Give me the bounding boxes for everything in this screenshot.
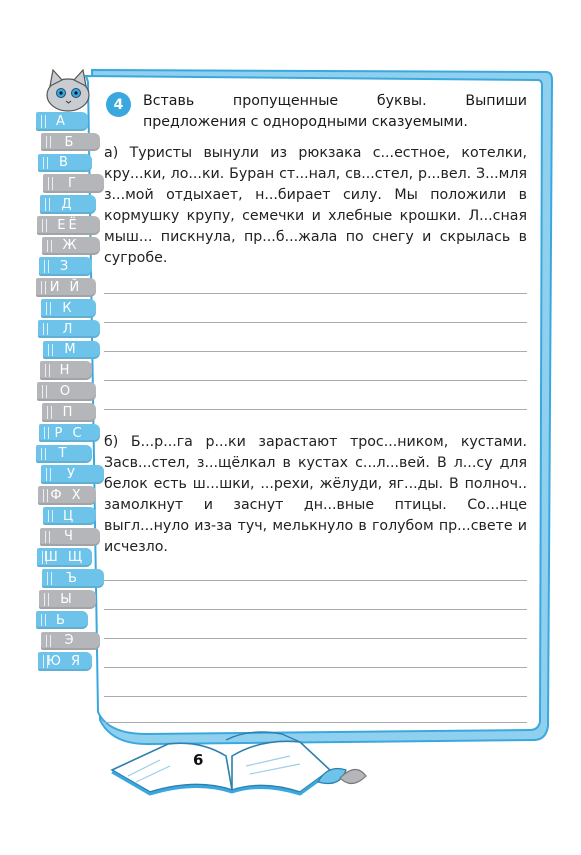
- task-instruction: Вставь пропущенные буквы. Выпиши предложения с однородными сказуемыми.: [143, 93, 527, 130]
- answer-line[interactable]: [104, 409, 527, 410]
- alphabet-book: А: [36, 112, 88, 131]
- page-number: 6: [193, 751, 204, 769]
- alphabet-book: З: [39, 257, 92, 276]
- alphabet-book-stack: [36, 112, 102, 673]
- answer-line[interactable]: [104, 380, 527, 381]
- alphabet-book: В: [38, 154, 92, 173]
- exercise-b-label: б): [104, 434, 119, 450]
- alphabet-book: К: [41, 299, 96, 318]
- alphabet-book: О: [37, 382, 96, 401]
- alphabet-book: Ь: [36, 611, 88, 630]
- answer-line[interactable]: [104, 293, 527, 294]
- alphabet-book: Ъ: [42, 569, 104, 588]
- exercise-b-text: Б...р...га р...ки зарастают трос...ником, кустами. Засв...стел, з...щёлкал в кустах с...л...вей. В л...су для белок есть ш...шки, ...рехи, жёлуди, яг...ды. В полноч.. замолкнут и заснут дн...вные птицы. Со...нце выгл...нуло из-за туч, мелькнуло в голубом пр...свете и исчезло.: [104, 434, 527, 555]
- alphabet-book: Б: [41, 133, 100, 152]
- alphabet-book: Л: [38, 320, 100, 339]
- alphabet-book: Д: [40, 195, 96, 214]
- answer-line[interactable]: [104, 638, 527, 639]
- alphabet-book: Г: [43, 174, 104, 193]
- alphabet-book: Ц: [43, 507, 96, 526]
- alphabet-book: Ч: [40, 528, 100, 547]
- answer-line[interactable]: [104, 580, 527, 581]
- alphabet-book: ЕЁ: [37, 216, 100, 235]
- alphabet-book: Э: [41, 632, 100, 651]
- alphabet-book: Ю Я: [38, 652, 92, 671]
- alphabet-book: Ш Щ: [37, 548, 92, 567]
- alphabet-book: И Й: [36, 278, 96, 297]
- alphabet-book: Р С: [39, 424, 100, 443]
- answer-line[interactable]: [104, 696, 527, 697]
- answer-line[interactable]: [104, 351, 527, 352]
- answer-line[interactable]: [104, 722, 527, 723]
- answer-line[interactable]: [104, 322, 527, 323]
- exercise-a-label: а): [104, 145, 119, 161]
- answer-line[interactable]: [104, 667, 527, 668]
- exercise-b: [104, 432, 527, 558]
- alphabet-book: Н: [40, 361, 92, 380]
- task-number-badge: 4: [106, 92, 131, 117]
- alphabet-book: Ы: [39, 590, 96, 609]
- alphabet-book: П: [42, 403, 96, 422]
- alphabet-book: Т: [36, 445, 92, 464]
- alphabet-book: Ф Х: [38, 486, 96, 505]
- alphabet-book: Ж: [42, 237, 100, 256]
- exercise-a-text: Туристы вынули из рюкзака с...естное, котелки, кру...ки, ло...ки. Буран ст...нал, св...стел, р...вел. З...мля з...мой отдыхает, н...бирает силу. Мы положили в кормушку крупу, семечки и хлебные крошки. Л...сная мыш... пискнула, пр...б...жала по снегу и скрылась в сугробе.: [104, 145, 527, 266]
- cat-illustration: [47, 70, 89, 111]
- alphabet-book: М: [43, 341, 100, 360]
- alphabet-book: У: [41, 465, 104, 484]
- exercise-a: [104, 143, 527, 269]
- answer-line[interactable]: [104, 609, 527, 610]
